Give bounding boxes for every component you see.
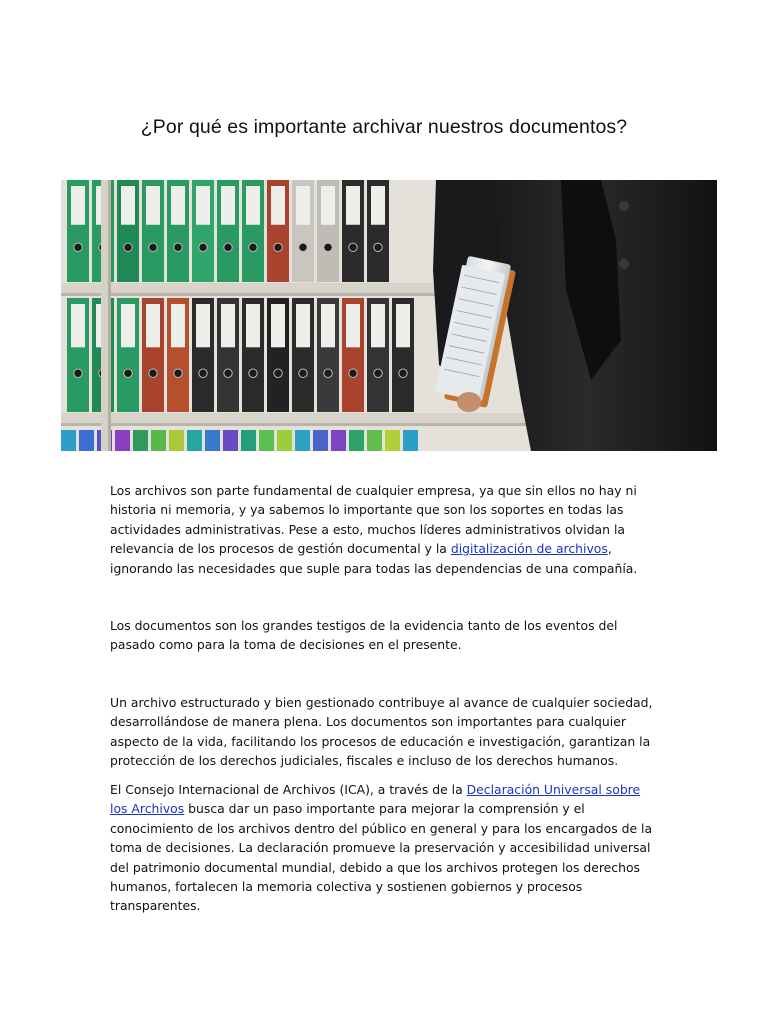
binder-spine-lower — [115, 430, 130, 451]
binder-ring-hole — [274, 369, 282, 377]
binder-ring-hole — [299, 243, 307, 251]
text-fragment: relevancia de los procesos de gestión documental y la — [110, 541, 451, 557]
binder-ring-hole — [149, 369, 157, 377]
text-line-with-link — [110, 780, 660, 799]
text-line: transparentes. — [110, 898, 201, 914]
binder-spine-lower — [223, 430, 238, 451]
binder-spine-lower — [205, 430, 220, 451]
binder-ring-hole — [124, 369, 132, 377]
binder-spine-lower — [241, 430, 256, 451]
binder-spine-lower — [277, 430, 292, 451]
declaration-link-continued[interactable]: los Archivos — [110, 801, 185, 817]
binder-ring-hole — [324, 369, 332, 377]
binder-spine-lower — [295, 430, 310, 451]
page-title: ¿Por qué es importante archivar nuestros documentos? — [140, 116, 628, 138]
binder-label — [196, 186, 210, 225]
text-line: ignorando las necesidades que suple para todas las dependencias de una compañía. — [110, 560, 638, 576]
binder-ring-hole — [74, 243, 82, 251]
binder-spine-lower — [313, 430, 328, 451]
binder-ring-hole — [249, 369, 257, 377]
digitalization-link[interactable]: digitalización de archivos — [450, 541, 608, 557]
binder-label — [271, 304, 285, 347]
binder-ring-hole — [124, 243, 132, 251]
binder-spine-lower — [151, 430, 166, 451]
text-fragment: El Consejo Internacional de Archivos (ICA), a través de la — [110, 782, 467, 797]
binder-label — [321, 304, 335, 347]
text-fragment: busca dar un paso importante para mejorar la comprensión y el — [184, 801, 585, 817]
binder-ring-hole — [174, 243, 182, 251]
binder-label — [346, 186, 360, 225]
text-line-with-link — [110, 539, 660, 558]
binder-ring-hole — [374, 243, 382, 251]
binder-label — [71, 304, 85, 347]
binder-ring-hole — [224, 369, 232, 377]
text-line: del patrimonio documental mundial, debido a que los archivos protegen los derechos — [110, 859, 640, 875]
binder-spine-lower — [187, 430, 202, 451]
binder-label — [171, 186, 185, 225]
binder-ring-hole — [349, 369, 357, 377]
binder-spine-lower — [367, 430, 382, 451]
text-line-with-link — [110, 799, 660, 818]
binder-label — [296, 186, 310, 225]
text-line: desarrollándose de manera plena. Los documentos son importantes para cualquier — [110, 714, 626, 730]
binder-ring-hole — [174, 369, 182, 377]
binder-label — [371, 186, 385, 225]
binder-ring-hole — [199, 243, 207, 251]
binder-ring-hole — [199, 369, 207, 377]
binder-ring-hole — [74, 369, 82, 377]
text-line: aspecto de la vida, facilitando los procesos de educación e investigación, garantizan la — [110, 733, 651, 749]
binder-label — [271, 186, 285, 225]
binder-spine-lower — [331, 430, 346, 451]
binder-label — [221, 304, 235, 347]
binder-label — [121, 304, 135, 347]
text-line: actividades administrativas. Pese a esto, muchos líderes administrativos olvidan la — [110, 521, 625, 537]
binder-ring-hole — [149, 243, 157, 251]
binder-spine-lower — [259, 430, 274, 451]
paragraph-testimony — [110, 616, 660, 655]
text-line: Los documentos son los grandes testigos de la evidencia tanto de los eventos del — [110, 618, 618, 633]
binder-spine-lower — [61, 430, 76, 451]
binder-ring-hole — [249, 243, 257, 251]
declaration-link[interactable]: Declaración Universal sobre — [466, 782, 641, 797]
text-line: Un archivo estructurado y bien gestionado contribuye al avance de cualquier sociedad, — [110, 695, 653, 710]
binder-spine-lower — [79, 430, 94, 451]
binder-spine-lower — [385, 430, 400, 451]
binder-label — [146, 304, 160, 347]
text-line: pasado como para la toma de decisiones en el presente. — [110, 637, 462, 653]
binder-label — [371, 304, 385, 347]
binder-label — [396, 304, 410, 347]
archive-shelves-illustration — [61, 180, 717, 451]
binder-ring-hole — [224, 243, 232, 251]
binder-ring-hole — [349, 243, 357, 251]
binder-label — [146, 186, 160, 225]
text-line: humanos, fortalecen la memoria colectiva y sostienen gobiernos y procesos — [110, 879, 583, 895]
binder-label — [221, 186, 235, 225]
binder-ring-hole — [374, 369, 382, 377]
paragraph-structured-archive — [110, 693, 660, 771]
binder-label — [121, 186, 135, 225]
text-line: toma de decisiones. La declaración promueve la preservación y accesibilidad universal — [110, 840, 651, 856]
text-line: conocimiento de los archivos dentro del público en general y para los encargados de la — [110, 820, 653, 836]
binder-ring-hole — [399, 369, 407, 377]
binder-label — [246, 304, 260, 347]
binder-label — [71, 186, 85, 225]
archive-shelves-photo — [61, 180, 717, 451]
binder-spine-lower — [349, 430, 364, 451]
text-line: Los archivos son parte fundamental de cualquier empresa, ya que sin ellos no hay ni — [110, 483, 637, 498]
binder-spine-lower — [133, 430, 148, 451]
binder-ring-hole — [324, 243, 332, 251]
binder-label — [296, 304, 310, 347]
paragraph-intro — [110, 481, 660, 578]
binder-label — [196, 304, 210, 347]
binder-ring-hole — [299, 369, 307, 377]
binder-label — [321, 186, 335, 225]
binder-label — [171, 304, 185, 347]
binder-label — [246, 186, 260, 225]
binder-label — [346, 304, 360, 347]
binder-spine-lower — [403, 430, 418, 451]
binder-ring-hole — [274, 243, 282, 251]
text-line: historia ni memoria, y ya sabemos lo importante que son los soportes en todas las — [110, 502, 624, 518]
text-fragment: , — [607, 541, 612, 557]
paragraph-ica-declaration — [110, 780, 660, 916]
binder-spine-lower — [169, 430, 184, 451]
text-line: protección de los derechos judiciales, fiscales e incluso de los derechos humanos. — [110, 753, 619, 769]
